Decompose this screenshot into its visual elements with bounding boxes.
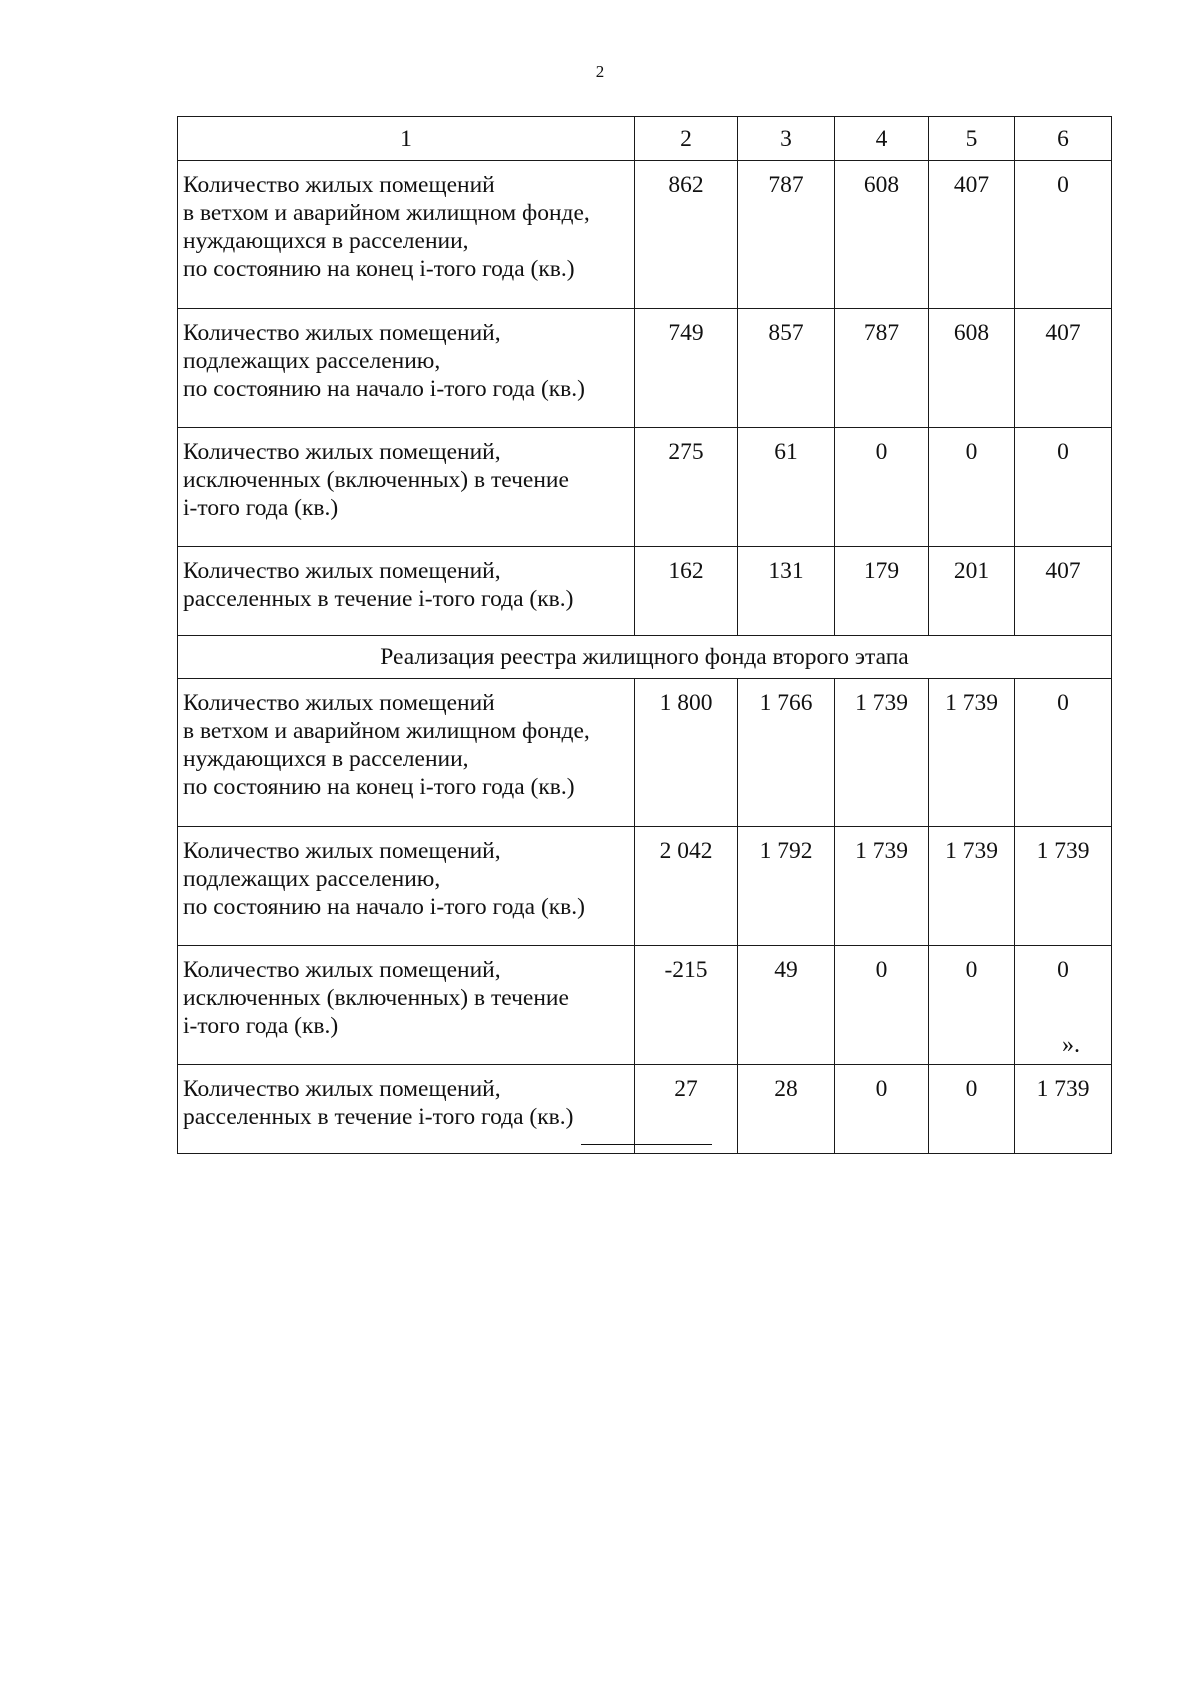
row-label-line: по состоянию на начало i-того года (кв.): [183, 376, 585, 402]
table-cell: 61: [738, 428, 835, 547]
table-cell: 1 739: [1015, 1065, 1112, 1154]
table-cell: 49: [738, 946, 835, 1065]
table-row: [178, 428, 1112, 547]
column-header: 1: [178, 117, 635, 161]
row-label: [178, 946, 635, 1065]
row-label: [178, 309, 635, 428]
row-label-line: по состоянию на конец i-того года (кв.): [183, 774, 575, 800]
table-row: [178, 827, 1112, 946]
row-label-line: исключенных (включенных) в течение: [183, 467, 569, 493]
row-label-line: Количество жилых помещений: [183, 172, 495, 198]
table-cell: 608: [835, 161, 929, 309]
table-cell: 407: [1015, 309, 1112, 428]
row-label-line: подлежащих расселению,: [183, 866, 441, 892]
row-label: [178, 547, 635, 636]
row-label-line: Количество жилых помещений,: [183, 957, 501, 983]
table-cell: 2 042: [635, 827, 738, 946]
table-cell: 1 800: [635, 679, 738, 827]
table-cell: 1 739: [1015, 827, 1112, 946]
table-cell: 162: [635, 547, 738, 636]
table-cell: 787: [738, 161, 835, 309]
table-cell: 407: [929, 161, 1015, 309]
table-row: [178, 679, 1112, 827]
row-label-line: расселенных в течение i-того года (кв.): [183, 586, 574, 612]
table-cell: 0: [835, 1065, 929, 1154]
row-label-line: исключенных (включенных) в течение: [183, 985, 569, 1011]
table-cell: 201: [929, 547, 1015, 636]
table-header-row: [178, 117, 1112, 161]
table-cell: 0: [1015, 161, 1112, 309]
row-label-line: Количество жилых помещений,: [183, 558, 501, 584]
row-label-line: Количество жилых помещений,: [183, 838, 501, 864]
row-label: [178, 161, 635, 309]
row-label-line: Количество жилых помещений,: [183, 1076, 501, 1102]
table-cell: 862: [635, 161, 738, 309]
table-row: [178, 161, 1112, 309]
table-cell: 608: [929, 309, 1015, 428]
row-label-line: i-того года (кв.): [183, 495, 339, 521]
row-label-line: в ветхом и аварийном жилищном фонде,: [183, 718, 590, 744]
section-title-row: [178, 636, 1112, 679]
table-row: [178, 946, 1112, 1065]
table-cell: 0: [835, 428, 929, 547]
row-label-line: расселенных в течение i-того года (кв.): [183, 1104, 574, 1130]
closing-quote: ».: [1062, 1032, 1080, 1058]
table-row: [178, 1065, 1112, 1154]
row-label-line: по состоянию на начало i-того года (кв.): [183, 894, 585, 920]
row-label-line: нуждающихся в расселении,: [183, 228, 469, 254]
row-label-line: по состоянию на конец i-того года (кв.): [183, 256, 575, 282]
housing-table: [177, 116, 1112, 1154]
row-label-line: Количество жилых помещений: [183, 690, 495, 716]
table-cell: 0: [1015, 679, 1112, 827]
column-header: 6: [1015, 117, 1112, 161]
row-label-line: i-того года (кв.): [183, 1013, 339, 1039]
row-label: [178, 827, 635, 946]
table-cell: 1 739: [929, 679, 1015, 827]
page-number: 2: [595, 62, 605, 81]
row-label-line: Количество жилых помещений,: [183, 320, 501, 346]
table-cell: -215: [635, 946, 738, 1065]
table-cell: 857: [738, 309, 835, 428]
table-cell: 1 739: [835, 679, 929, 827]
row-label: [178, 1065, 635, 1154]
table-cell: 0: [929, 946, 1015, 1065]
table-cell: 27: [635, 1065, 738, 1154]
table-cell: 0: [835, 946, 929, 1065]
table-cell: 131: [738, 547, 835, 636]
table-cell: 1 792: [738, 827, 835, 946]
row-label-line: нуждающихся в расселении,: [183, 746, 469, 772]
section-title: Реализация реестра жилищного фонда второго этапа: [178, 636, 1112, 679]
column-header: 2: [635, 117, 738, 161]
end-rule: [581, 1144, 712, 1145]
row-label-line: подлежащих расселению,: [183, 348, 441, 374]
column-header: 4: [835, 117, 929, 161]
row-label: [178, 428, 635, 547]
table-cell: 0: [929, 1065, 1015, 1154]
table-cell: 179: [835, 547, 929, 636]
table-cell: 275: [635, 428, 738, 547]
column-header: 3: [738, 117, 835, 161]
row-label-line: Количество жилых помещений,: [183, 439, 501, 465]
table-cell: 787: [835, 309, 929, 428]
table-cell: 1 739: [835, 827, 929, 946]
table-row: [178, 547, 1112, 636]
table-cell: 1 766: [738, 679, 835, 827]
column-header: 5: [929, 117, 1015, 161]
table-cell: 0: [1015, 946, 1112, 1065]
table-cell: 28: [738, 1065, 835, 1154]
row-label-line: в ветхом и аварийном жилищном фонде,: [183, 200, 590, 226]
table-cell: 0: [1015, 428, 1112, 547]
table-cell: 1 739: [929, 827, 1015, 946]
table-cell: 749: [635, 309, 738, 428]
table-cell: 407: [1015, 547, 1112, 636]
table-row: [178, 309, 1112, 428]
row-label: [178, 679, 635, 827]
table-cell: 0: [929, 428, 1015, 547]
